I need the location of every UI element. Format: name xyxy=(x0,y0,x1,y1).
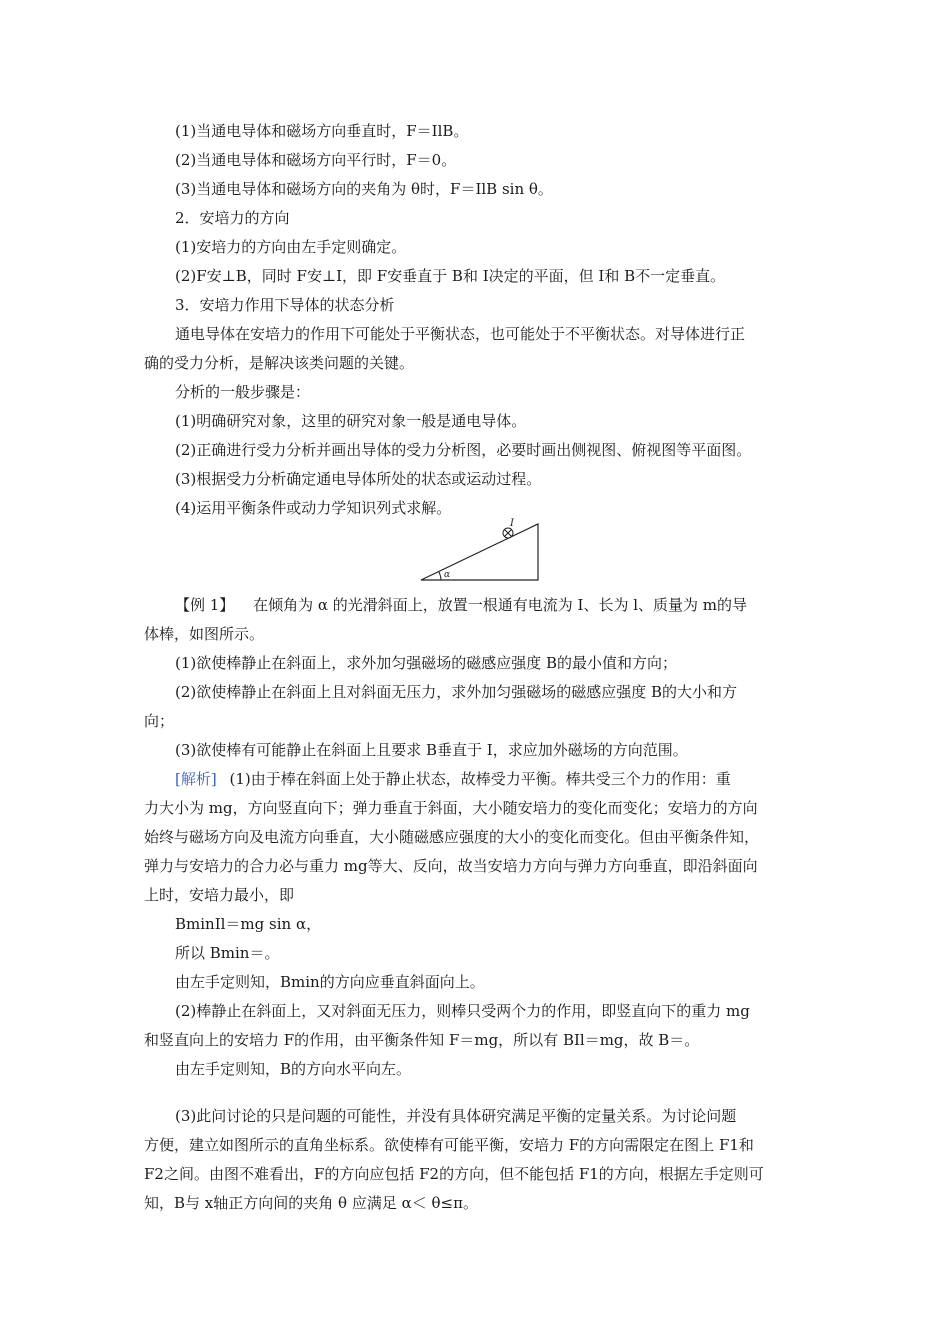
text-line: F2之间。由图不难看出，F的方向应包括 F2的方向，但不能包括 F1的方向，根据左手定则可 xyxy=(144,1165,764,1183)
text-line: 通电导体在安培力的作用下可能处于平衡状态，也可能处于不平衡状态。对导体进行正 xyxy=(175,325,746,343)
analysis-text: (1)由于棒在斜面上处于静止状态，故棒受力平衡。棒共受三个力的作用：重 xyxy=(229,770,731,788)
text-line: (3)当通电导体和磁场方向的夹角为 θ时，F＝IlB sin θ。 xyxy=(175,180,553,198)
text-line: (2)正确进行受力分析并画出导体的受力分析图，必要时画出侧视图、俯视图等平面图。 xyxy=(175,441,752,459)
text-line: 由左手定则知，Bmin的方向应垂直斜面向上。 xyxy=(175,973,485,991)
text-line: (3)此问讨论的只是问题的可能性，并没有具体研究满足平衡的定量关系。为讨论问题 xyxy=(175,1107,737,1125)
incline-figure xyxy=(419,517,543,583)
text-line: 力大小为 mg，方向竖直向下；弹力垂直于斜面，大小随安培力的变化而变化；安培力的方向 xyxy=(144,799,758,817)
question-1: (1)欲使棒静止在斜面上，求外加匀强磁场的磁感应强度 B的最小值和方向； xyxy=(175,654,678,672)
text-line: (1)明确研究对象，这里的研究对象一般是通电导体。 xyxy=(175,412,527,430)
text-line: (1)安培力的方向由左手定则确定。 xyxy=(175,238,407,256)
text-line: (2)棒静止在斜面上，又对斜面无压力，则棒只受两个力的作用，即竖直向下的重力 mg xyxy=(175,1002,750,1020)
text-line: (2)当通电导体和磁场方向平行时，F＝0。 xyxy=(175,151,457,169)
text-line: 和竖直向上的安培力 F的作用，由平衡条件知 F＝mg，所以有 BIl＝mg，故 B＝。 xyxy=(144,1031,700,1049)
text-line: (2)F安⊥B，同时 F安⊥I，即 F安垂直于 B和 I决定的平面，但 I和 B不一定垂直。 xyxy=(175,267,726,285)
incline-triangle xyxy=(421,524,538,580)
text-line: 向； xyxy=(144,712,175,730)
conductor-rod xyxy=(503,528,513,538)
angle-label: α xyxy=(444,570,451,580)
text-line: 所以 Bmin＝。 xyxy=(175,944,280,962)
text-line: 弹力与安培力的合力必与重力 mg等大、反向，故当安培力方向与弹力方向垂直，即沿斜面向 xyxy=(144,857,758,875)
text-line: 分析的一般步骤是： xyxy=(175,383,311,401)
text-line: 始终与磁场方向及电流方向垂直，大小随磁感应强度的大小的变化而变化。但由平衡条件知， xyxy=(144,828,760,846)
text-line: 上时，安培力最小，即 xyxy=(144,886,295,904)
section-heading: 2．安培力的方向 xyxy=(175,209,290,227)
text-line: 体棒，如图所示。 xyxy=(144,625,265,643)
section-heading: 3．安培力作用下导体的状态分析 xyxy=(175,296,395,314)
example-text: 在倾角为 α 的光滑斜面上，放置一根通有电流为 I、长为 l、质量为 m的导 xyxy=(253,596,748,614)
text-line: 方便，建立如图所示的直角坐标系。欲使棒有可能平衡，安培力 F的方向需限定在图上 F1和 xyxy=(144,1136,754,1154)
angle-arc xyxy=(439,572,441,580)
text-line: (1)当通电导体和磁场方向垂直时，F＝IlB。 xyxy=(175,122,469,140)
equation: BminIl＝mg sin α， xyxy=(175,915,322,933)
question-2: (2)欲使棒静止在斜面上且对斜面无压力，求外加匀强磁场的磁感应强度 B的大小和方 xyxy=(175,683,738,701)
text-line: (4)运用平衡条件或动力学知识列式求解。 xyxy=(175,499,452,517)
analysis-tag: [解析] xyxy=(175,770,217,788)
current-label: I xyxy=(510,518,514,529)
text-line: 确的受力分析，是解决该类问题的关键。 xyxy=(144,354,415,372)
text-line: 由左手定则知，B的方向水平向左。 xyxy=(175,1060,412,1078)
text-line: (3)根据受力分析确定通电导体所处的状态或运动过程。 xyxy=(175,470,542,488)
question-3: (3)欲使棒有可能静止在斜面上且要求 B垂直于 I，求应加外磁场的方向范围。 xyxy=(175,741,688,759)
example-tag: 【例 1】 xyxy=(175,596,235,614)
text-line: 知，B与 x轴正方向间的夹角 θ 应满足 α＜ θ≤π。 xyxy=(144,1194,478,1212)
